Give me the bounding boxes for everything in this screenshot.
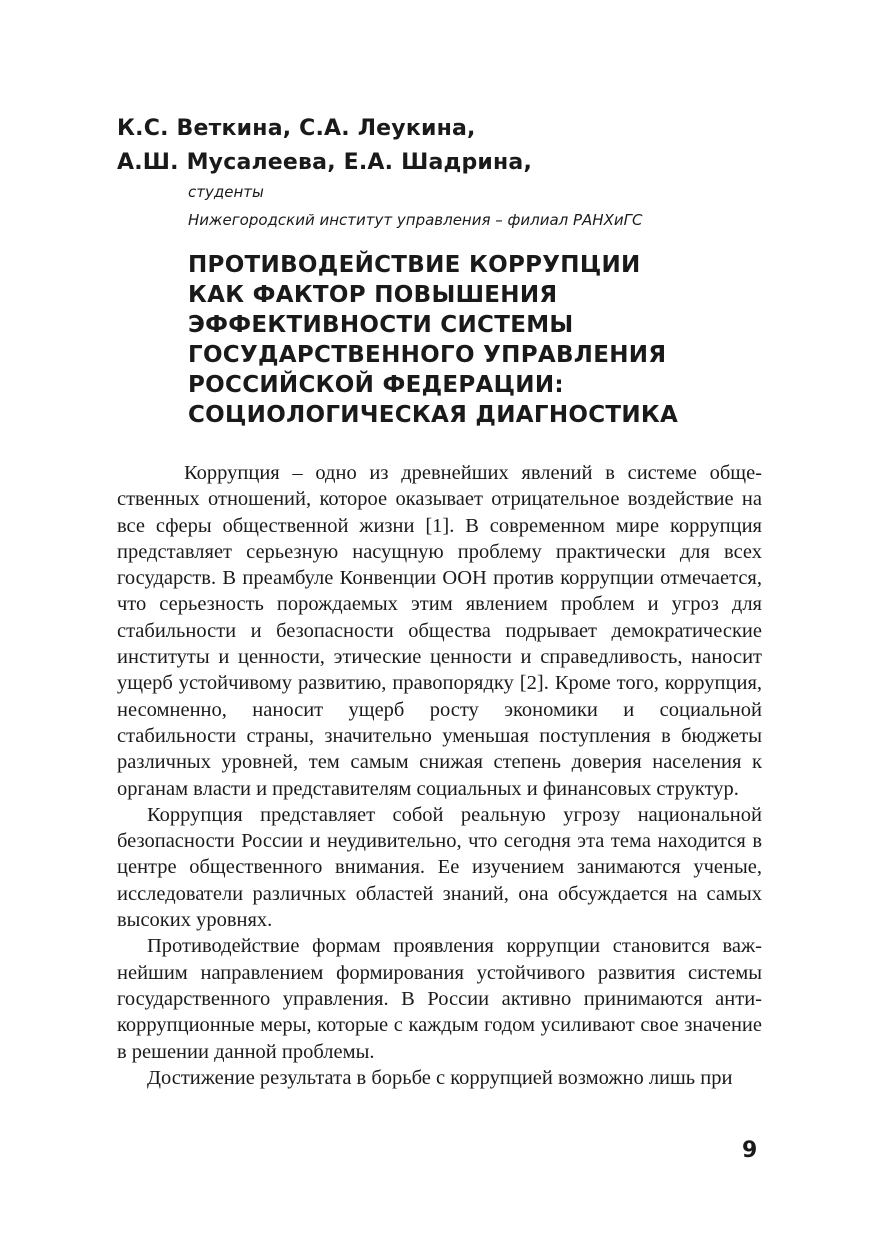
article-body	[117, 460, 762, 1091]
title-line-2: КАК ФАКТОР ПОВЫШЕНИЯ	[188, 282, 558, 308]
article-title	[188, 250, 678, 430]
authors-line-2: А.Ш. Мусалеева, Е.А. Шадрина,	[117, 150, 533, 175]
body-paragraph-3: Противодействие формам проявления коррупции становится важнейшим направлением формирования устойчивого развития системы государственного управления. В России активно принимаются антикоррупционные меры, которые с каждым годом усиливают свое значение в решении данной проблемы.	[117, 935, 762, 1063]
authors-line-1: К.С. Веткина, С.А. Леукина,	[117, 116, 476, 141]
authors-block	[117, 112, 532, 180]
author-role: студенты	[188, 183, 264, 201]
body-paragraph-1: Коррупция – одно из древнейших явлений в системе общественных отношений, которое оказывает отрицательное воздействие на все сферы общественной жизни [1]. В современном мире коррупция представляет серьезную насущную проблему практически для всех государств. В преамбуле Конвенции ООН против коррупции отмечается, что серьезность порождаемых этим явлением проблем и угроз для стабильности и безопасности общества подрывает демократические институты и ценности, этические ценности и справедливость, наносит ущерб устойчивому развитию, правопорядку [2]. Кроме того, коррупция, несомненно, наносит ущерб росту экономики и социальной стабильности страны, значительно уменьшая поступления в бюджеты различных уровней, тем самым снижая степень доверия населения к органам власти и представителям социальных и финансовых структур.	[117, 462, 762, 800]
title-line-3: ЭФФЕКТИВНОСТИ СИСТЕМЫ	[188, 312, 574, 338]
page-number: 9	[742, 1138, 758, 1163]
affiliation-block	[188, 178, 642, 234]
title-line-4: ГОСУДАРСТВЕННОГО УПРАВЛЕНИЯ	[188, 342, 667, 368]
body-paragraph-2: Коррупция представляет собой реальную угрозу национальной безопасности России и неудивительно, что сегодня эта тема находится в центре общественного внимания. Ее изучением занимаются ученые, исследователи различных областей знаний, она обсуждается на самых высоких уровнях.	[117, 803, 762, 932]
title-line-1: ПРОТИВОДЕЙСТВИЕ КОРРУПЦИИ	[188, 252, 641, 278]
body-paragraph-4: Достижение результата в борьбе с коррупцией возможно лишь при	[147, 1066, 733, 1089]
title-line-6: СОЦИОЛОГИЧЕСКАЯ ДИАГНОСТИКА	[188, 402, 679, 428]
title-line-5: РОССИЙСКОЙ ФЕДЕРАЦИИ:	[188, 372, 564, 398]
author-institution: Нижегородский институт управления – филиал РАНХиГС	[188, 211, 643, 229]
